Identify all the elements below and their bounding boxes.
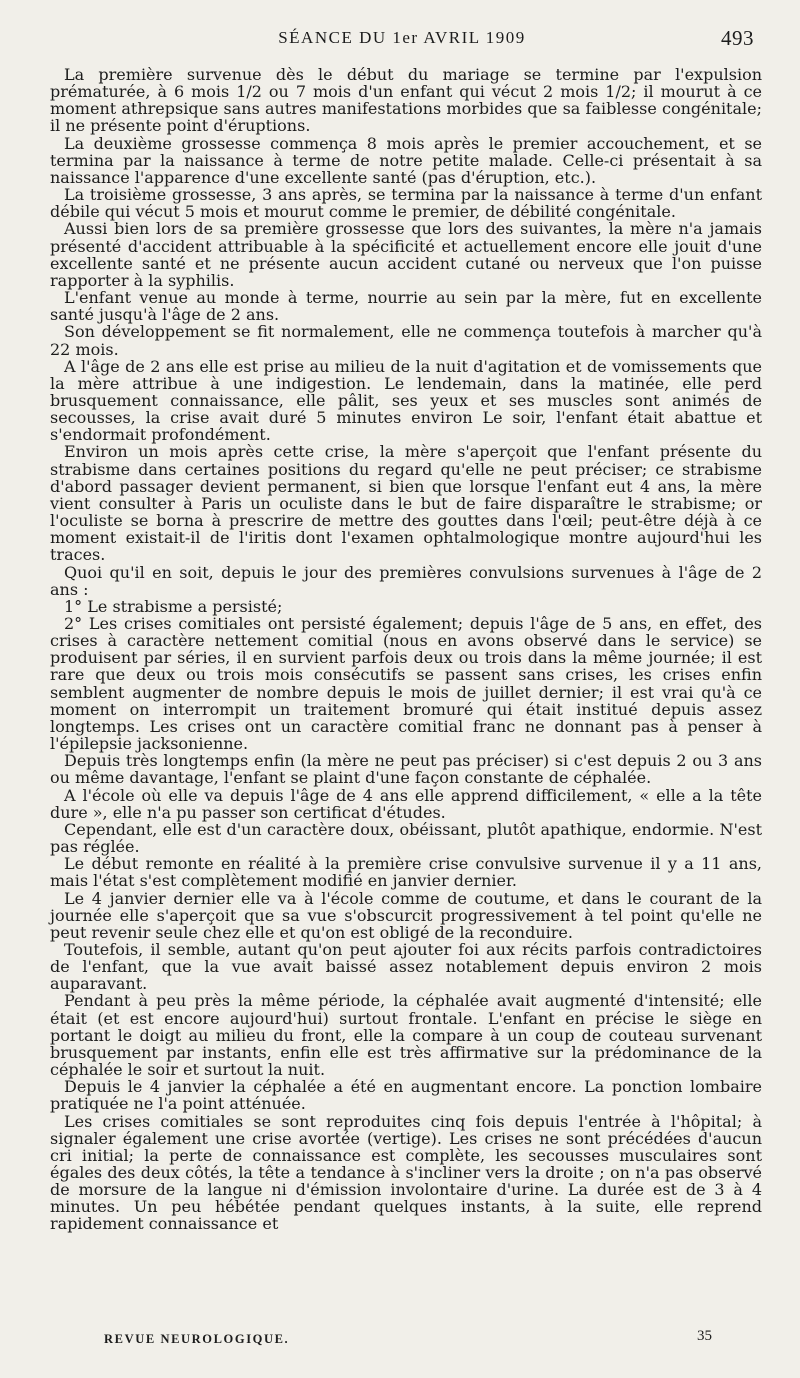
paragraph: Le début remonte en réalité à la première crise convulsive survenue il y a 11 ans, mais l'état s'est complètement modifié en janvier dernier. — [50, 854, 762, 891]
paragraph: Son développement se fit normalement, elle ne commença toutefois à marcher qu'à 22 mois. — [50, 322, 762, 359]
paragraph: Le 4 janvier dernier elle va à l'école comme de coutume, et dans le courant de la journée elle s'aperçoit que sa vue s'obscurcit progressivement à tel point qu'elle ne peut revenir seule chez elle et qu'on est obligé de la reconduire. — [50, 888, 762, 942]
page-number: 493 — [721, 26, 754, 50]
paragraph: Aussi bien lors de sa première grossesse que lors des suivantes, la mère n'a jamais présenté d'accident attribuable à la spécificité et actuellement encore elle jouit d'une excellente santé et ne présente aucun accident cutané ou nerveux que l'on puisse rapporter à la syphilis. — [50, 219, 762, 290]
paragraph: 2° Les crises comitiales ont persisté également; depuis l'âge de 5 ans, en effet, des crises à caractère nettement comitial (nous en avons observé dans le service) se produisent par séries, il en survient parfois deux ou trois dans la même journée; il est rare que deux ou trois mois consécutifs se passent sans crises, les crises enfin semblent augmenter de nombre depuis le mois de juillet dernier; il est vrai qu'à ce moment on interrompit un traitement bromuré qui était institué depuis assez longtemps. Les crises ont un caractère comitial franc ne donnant pas à penser à l'épilepsie jacksonienne. — [50, 614, 762, 754]
paragraph: La première survenue dès le début du mariage se termine par l'expulsion prématurée, à 6 mois 1/2 ou 7 mois d'un enfant qui vécut 2 mois 1/2; il mourut à ce moment athrepsique sans autres manifestations morbides que sa faiblesse congénitale; il ne présente point d'éruptions. — [50, 65, 762, 136]
paragraph: Environ un mois après cette crise, la mère s'aperçoit que l'enfant présente du strabisme dans certaines positions du regard qu'elle ne peut préciser; ce strabisme d'abord passager devient permanent, si bien que lorsque l'enfant eut 4 ans, la mère vient consulter à Paris un oculiste dans le but de faire disparaître le strabisme; or l'oculiste se borna à prescrire de mettre des gouttes dans l'œil; peut-être déjà à ce moment existait-il de l'iritis dont l'examen ophtalmologique montre aujourd'hui les traces. — [50, 442, 762, 565]
paragraph: Les crises comitiales se sont reproduites cinq fois depuis l'entrée à l'hôpital; à signaler également une crise avortée (vertige). Les crises ne sont précédées d'aucun cri initial; la perte de connaissance est complète, les secousses musculaires sont égales des deux côtés, la tête a tendance à s'incliner vers la droite ; on n'a pas observé de morsure de la langue ni d'émission involontaire d'urine. La durée est de 3 à 4 minutes. Un peu hébétée pendant quelques instants, à la suite, elle reprend rapidement connaissance et — [50, 1111, 762, 1234]
body-text — [50, 66, 762, 1233]
paragraph: Depuis très longtemps enfin (la mère ne peut pas préciser) si c'est depuis 2 ou 3 ans ou même davantage, l'enfant se plaint d'une façon constante de céphalée. — [50, 751, 762, 788]
paragraph: Toutefois, il semble, autant qu'on peut ajouter foi aux récits parfois contradictoires de l'enfant, que la vue avait baissé assez notablement depuis environ 2 mois auparavant. — [50, 939, 762, 994]
paragraph: 1° Le strabisme a persisté; — [64, 596, 283, 616]
paragraph: Cependant, elle est d'un caractère doux, obéissant, plutôt apathique, endormie. N'est pas réglée. — [50, 819, 762, 857]
paragraph: A l'âge de 2 ans elle est prise au milieu de la nuit d'agitation et de vomissements que la mère attribue à une indigestion. Le lendemain, dans la matinée, elle perd brusquement connaissance, elle pâlit, ses yeux et ses muscles sont animés de secousses, la crise avait duré 5 minutes environ Le soir, l'enfant était abattue et s'endormait profondément. — [50, 356, 762, 445]
paragraph: Quoi qu'il en soit, depuis le jour des premières convulsions survenues à l'âge de 2 ans : — [50, 562, 762, 599]
paragraph: Pendant à peu près la même période, la céphalée avait augmenté d'intensité; elle était (et est encore aujourd'hui) surtout frontale. L'enfant en précise le siège en portant le doigt au milieu du front, elle la compare à un coup de couteau survenant brusquement par instants, enfin elle est très affirmative sur la prédominance de la céphalée le soir et surtout la nuit. — [50, 991, 762, 1080]
paragraph: La deuxième grossesse commença 8 mois après le premier accouchement, et se termina par la naissance à terme de notre petite malade. Celle-ci présentait à sa naissance l'apparence d'une excellente santé (pas d'éruption, etc.). — [50, 133, 762, 187]
page-header — [50, 26, 754, 56]
paragraph: A l'école où elle va depuis l'âge de 4 ans elle apprend difficilement, « elle a la tête dure », elle n'a pu passer son certificat d'études. — [50, 785, 762, 822]
page-footer — [104, 1330, 712, 1348]
signature-mark: 35 — [697, 1328, 712, 1344]
running-title: SÉANCE DU 1er AVRIL 1909 — [278, 28, 526, 47]
journal-name: REVUE NEUROLOGIQUE. — [104, 1332, 290, 1346]
paragraph: La troisième grossesse, 3 ans après, se termina par la naissance à terme d'un enfant débile qui vécut 5 mois et mourut comme le premier, de débilité congénitale. — [50, 185, 762, 222]
paragraph: L'enfant venue au monde à terme, nourrie au sein par la mère, fut en excellente santé jusqu'à l'âge de 2 ans. — [50, 288, 762, 325]
paragraph: Depuis le 4 janvier la céphalée a été en augmentant encore. La ponction lombaire pratiquée ne l'a point atténuée. — [50, 1077, 762, 1114]
